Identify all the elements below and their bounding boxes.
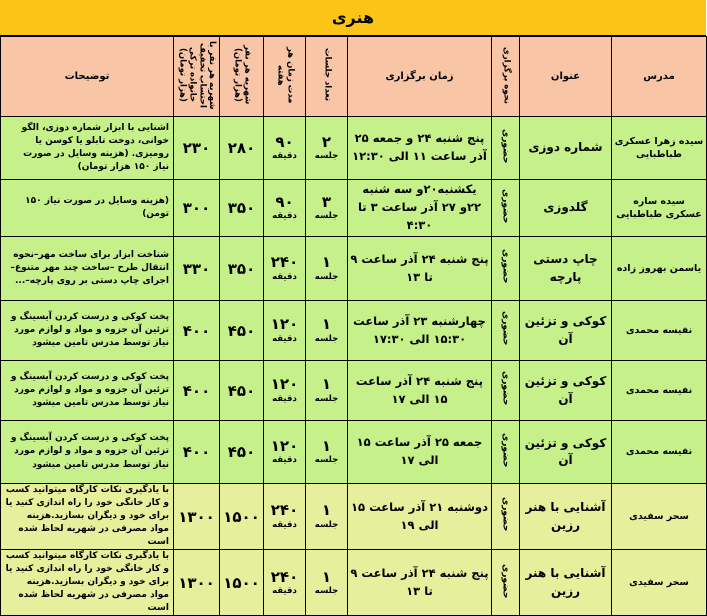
header-course: عنوان: [520, 37, 612, 117]
fee-cell: ۳۵۰: [220, 180, 264, 237]
duration-cell: [264, 550, 306, 616]
header-fee: شهریه هر نفر (هزار تومان): [220, 37, 264, 117]
course-title-cell: کوکی و تزئین آن: [520, 361, 612, 421]
sessions-unit: جلسه: [314, 151, 339, 162]
duration-value: ۹۰: [275, 192, 294, 211]
discount-fee-cell: ۲۳۰: [174, 117, 220, 180]
fee-cell: ۴۵۰: [220, 361, 264, 421]
duration-unit: دقیقه: [272, 519, 297, 530]
teacher-cell: سیده زهرا عسکری طباطبایی: [612, 117, 707, 180]
course-title-cell: کوکی و تزئین آن: [520, 301, 612, 361]
fee-cell: ۴۵۰: [220, 301, 264, 361]
table-row: [1, 361, 707, 421]
duration-unit: دقیقه: [272, 271, 297, 282]
teacher-cell: سحر سفیدی: [612, 484, 707, 550]
sessions-cell: [306, 361, 348, 421]
duration-unit: دقیقه: [272, 585, 297, 596]
page-title: هنری: [0, 0, 706, 36]
sessions-count: ۱: [321, 375, 332, 394]
table-row: [1, 484, 707, 550]
sessions-count: ۱: [321, 501, 332, 520]
duration-value: ۲۴۰: [270, 253, 299, 272]
duration-cell: [264, 484, 306, 550]
header-schedule: زمان برگزاری: [348, 37, 492, 117]
duration-value: ۹۰: [275, 132, 294, 151]
notes-cell: پخت کوکی و درست کردن آیسینگ و تزئین آن جزوه و مواد و لوازم مورد نیاز توسط مدرس تامین میشود: [1, 301, 174, 361]
header-row: [1, 37, 707, 117]
sessions-unit: جلسه: [314, 519, 339, 530]
sessions-cell: [306, 484, 348, 550]
mode-cell: حضوری: [492, 117, 520, 180]
duration-unit: دقیقه: [272, 455, 297, 466]
fee-cell: ۱۵۰۰: [220, 550, 264, 616]
teacher-cell: سیده ساره عسکری طباطبایی: [612, 180, 707, 237]
duration-cell: [264, 180, 306, 237]
discount-fee-cell: ۳۰۰: [174, 180, 220, 237]
schedule-cell: چهارشنبه ۲۳ آذر ساعت ۱۵:۳۰ الی ۱۷:۳۰: [348, 301, 492, 361]
fee-cell: ۲۸۰: [220, 117, 264, 180]
course-title-cell: آشنایی با هنر رزین: [520, 484, 612, 550]
table-body: [1, 117, 707, 616]
header-teacher: مدرس: [612, 37, 707, 117]
duration-cell: [264, 237, 306, 301]
duration-unit: دقیقه: [272, 211, 297, 222]
course-title-cell: شماره دوزی: [520, 117, 612, 180]
teacher-cell: نفیسه محمدی: [612, 421, 707, 484]
sessions-cell: [306, 550, 348, 616]
sessions-count: ۱: [321, 567, 332, 586]
discount-fee-cell: ۱۳۰۰: [174, 484, 220, 550]
discount-fee-cell: ۴۰۰: [174, 361, 220, 421]
sessions-unit: جلسه: [314, 455, 339, 466]
header-notes: توضیحات: [1, 37, 174, 117]
duration-cell: [264, 361, 306, 421]
sessions-cell: [306, 421, 348, 484]
courses-table: [0, 36, 707, 616]
mode-cell: حضوری: [492, 550, 520, 616]
notes-cell: با یادگیری نکات کارگاه میتوانید کسب و کار خانگی خود را راه اندازی کنید یا برای خود و دیگران بسازید.هزینه مواد مصرفی در شهریه لحاظ شده است: [1, 550, 174, 616]
sessions-unit: جلسه: [314, 393, 339, 404]
header-duration: مدت زمان هر هفته: [264, 37, 306, 117]
sessions-count: ۱: [321, 253, 332, 272]
course-title-cell: آشنایی با هنر رزین: [520, 550, 612, 616]
schedule-cell: پنج شنبه ۲۴ و جمعه ۲۵ آذر ساعت ۱۱ الی ۱۲:۳۰: [348, 117, 492, 180]
discount-fee-cell: ۱۳۰۰: [174, 550, 220, 616]
teacher-cell: یاسمن بهروز زاده: [612, 237, 707, 301]
course-title-cell: کوکی و تزئین آن: [520, 421, 612, 484]
sessions-count: ۳: [321, 192, 332, 211]
header-mode: نحوه برگزاری: [492, 37, 520, 117]
sessions-unit: جلسه: [314, 211, 339, 222]
teacher-cell: نفیسه محمدی: [612, 361, 707, 421]
mode-cell: حضوری: [492, 361, 520, 421]
notes-cell: شناخت ابزار برای ساخت مهر–نحوه انتقال طرح –ساخت چند مهر متنوع–اجرای چاپ دستی بر روی پارچه–...: [1, 237, 174, 301]
fee-cell: ۳۵۰: [220, 237, 264, 301]
discount-fee-cell: ۳۳۰: [174, 237, 220, 301]
table-row: [1, 237, 707, 301]
duration-value: ۱۲۰: [270, 436, 299, 455]
sessions-cell: [306, 117, 348, 180]
sessions-unit: جلسه: [314, 271, 339, 282]
table-row: [1, 117, 707, 180]
course-title-cell: گلدوزی: [520, 180, 612, 237]
duration-cell: [264, 117, 306, 180]
sessions-count: ۱: [321, 436, 332, 455]
schedule-cell: جمعه ۲۵ آذر ساعت ۱۵ الی ۱۷: [348, 421, 492, 484]
notes-cell: با یادگیری نکات کارگاه میتوانید کسب و کار خانگی خود را راه اندازی کنید یا برای خود و دیگران بسازید.هزینه مواد مصرفی در شهریه لحاظ شده است: [1, 484, 174, 550]
notes-cell: اشنایی با ابزار شماره دوزی، الگو خوانی، دوخت تابلو یا کوسن یا رومیزی. (هزینه وسایل در صورت نیاز ۱۵۰ هزار تومان): [1, 117, 174, 180]
duration-cell: [264, 301, 306, 361]
duration-unit: دقیقه: [272, 333, 297, 344]
notes-cell: (هزینه وسایل در صورت نیاز ۱۵۰ تومن): [1, 180, 174, 237]
duration-unit: دقیقه: [272, 151, 297, 162]
schedule-cell: دوشنبه ۲۱ آذر ساعت ۱۵ الی ۱۹: [348, 484, 492, 550]
duration-value: ۱۲۰: [270, 375, 299, 394]
schedule-cell: پنج شنبه ۲۴ آذر ساعت ۹ تا ۱۳: [348, 237, 492, 301]
mode-cell: حضوری: [492, 180, 520, 237]
mode-cell: حضوری: [492, 237, 520, 301]
duration-unit: دقیقه: [272, 393, 297, 404]
duration-cell: [264, 421, 306, 484]
sessions-count: ۲: [321, 132, 332, 151]
table-row: [1, 550, 707, 616]
table-row: [1, 180, 707, 237]
course-title-cell: چاپ دستی پارچه: [520, 237, 612, 301]
fee-cell: ۴۵۰: [220, 421, 264, 484]
discount-fee-cell: ۴۰۰: [174, 301, 220, 361]
table-row: [1, 301, 707, 361]
duration-value: ۲۴۰: [270, 567, 299, 586]
table-row: [1, 421, 707, 484]
sessions-cell: [306, 237, 348, 301]
schedule-cell: یکشنبه۲۰و سه شنبه ۲۲و ۲۷ آذر ساعت ۳ تا ۴:۳۰: [348, 180, 492, 237]
duration-value: ۲۴۰: [270, 501, 299, 520]
notes-cell: پخت کوکی و درست کردن آیسینگ و تزئین آن جزوه و مواد و لوازم مورد نیاز توسط مدرس تامین میشود: [1, 361, 174, 421]
sessions-unit: جلسه: [314, 333, 339, 344]
schedule-cell: پنج شنبه ۲۴ آذر ساعت ۱۵ الی ۱۷: [348, 361, 492, 421]
sessions-unit: جلسه: [314, 585, 339, 596]
notes-cell: پخت کوکی و درست کردن آیسینگ و تزئین آن جزوه و مواد و لوازم مورد نیاز توسط مدرس تامین میشود: [1, 421, 174, 484]
sessions-cell: [306, 180, 348, 237]
discount-fee-cell: ۴۰۰: [174, 421, 220, 484]
fee-cell: ۱۵۰۰: [220, 484, 264, 550]
mode-cell: حضوری: [492, 484, 520, 550]
header-discount-fee: شهریه هر نفر با احتساب تخفیف خانواده ترکی (هزار تومان): [174, 37, 220, 117]
header-sessions: تعداد جلسات: [306, 37, 348, 117]
teacher-cell: سحر سفیدی: [612, 550, 707, 616]
sessions-cell: [306, 301, 348, 361]
sessions-count: ۱: [321, 315, 332, 334]
mode-cell: حضوری: [492, 301, 520, 361]
teacher-cell: نفیسه محمدی: [612, 301, 707, 361]
schedule-cell: پنج شنبه ۲۴ آذر ساعت ۹ تا ۱۳: [348, 550, 492, 616]
mode-cell: حضوری: [492, 421, 520, 484]
duration-value: ۱۲۰: [270, 315, 299, 334]
